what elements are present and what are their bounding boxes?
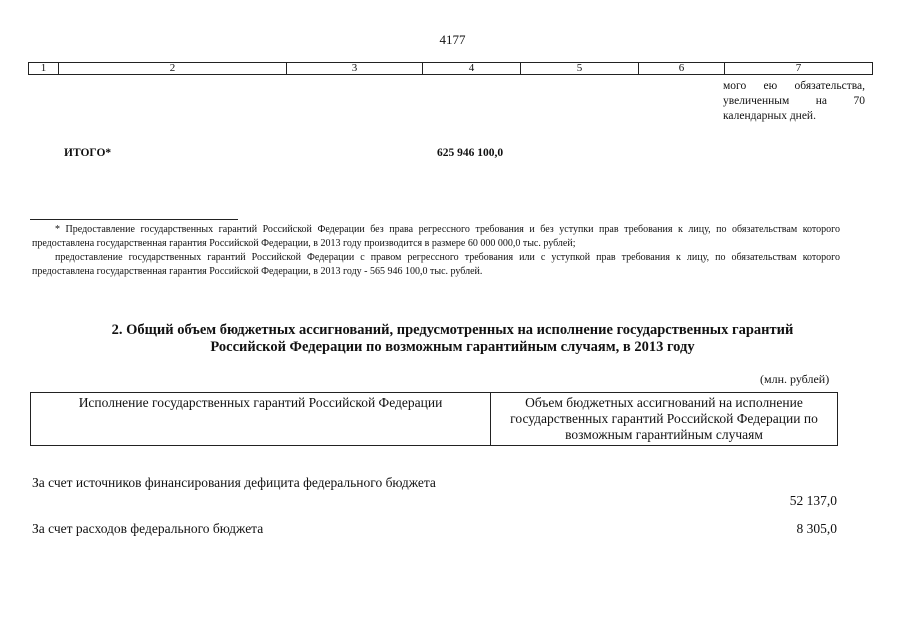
section-title-line-2: Российской Федерации по возможным гарантийным случаям, в 2013 году (210, 339, 695, 355)
footnote-divider (30, 219, 238, 220)
table-row-label: За счет источников финансирования дефицита федерального бюджета (32, 475, 436, 490)
footnote (32, 223, 840, 279)
units-label: (млн. рублей) (760, 372, 830, 386)
column-number: 7 (795, 62, 802, 74)
table-row-value: 52 137,0 (789, 493, 837, 508)
table-header (30, 392, 838, 446)
table-header-col-2: Объем бюджетных ассигнований на исполнение государственных гарантий Российской Федерации по возможным гарантийным случаям (510, 395, 818, 442)
continuation-text: мого ею обязательства, увеличенным на 70 календарных дней. (723, 80, 865, 122)
total-label: ИТОГО* (64, 147, 112, 159)
section-title (30, 322, 875, 356)
footnote-paragraph-2: предоставление государственных гарантий Российской Федерации с правом регрессного требования или с уступкой прав требования к лицу, по обязательствам которого предоставлена государственная гарантия Российской Федерации, в 2013 году - 565 946 100,0 тыс. рублей. (32, 252, 840, 277)
column-number: 5 (521, 63, 639, 74)
column-number: 3 (287, 63, 423, 74)
table-header-col-1: Исполнение государственных гарантий Российской Федерации (31, 393, 491, 445)
column-number-strip (28, 62, 873, 75)
section-title-line-1: 2. Общий объем бюджетных ассигнований, предусмотренных на исполнение государственных гарантий (111, 322, 794, 338)
page-number: 4177 (439, 32, 466, 47)
column-number: 6 (639, 63, 725, 74)
footnote-paragraph-1: * Предоставление государственных гарантий Российской Федерации без права регрессного требования и без уступки прав требования к лицу, по обязательствам которого предоставлена государственная гарантия Российской Федерации, в 2013 году производится в размере 60 000 000,0 тыс. рублей; (32, 224, 840, 249)
column-number: 2 (59, 63, 287, 74)
total-value: 625 946 100,0 (437, 147, 504, 159)
table-row-value: 8 305,0 (796, 521, 837, 536)
column-number: 1 (29, 63, 59, 74)
column-number: 4 (423, 63, 521, 74)
table-row-label: За счет расходов федерального бюджета (32, 521, 264, 536)
